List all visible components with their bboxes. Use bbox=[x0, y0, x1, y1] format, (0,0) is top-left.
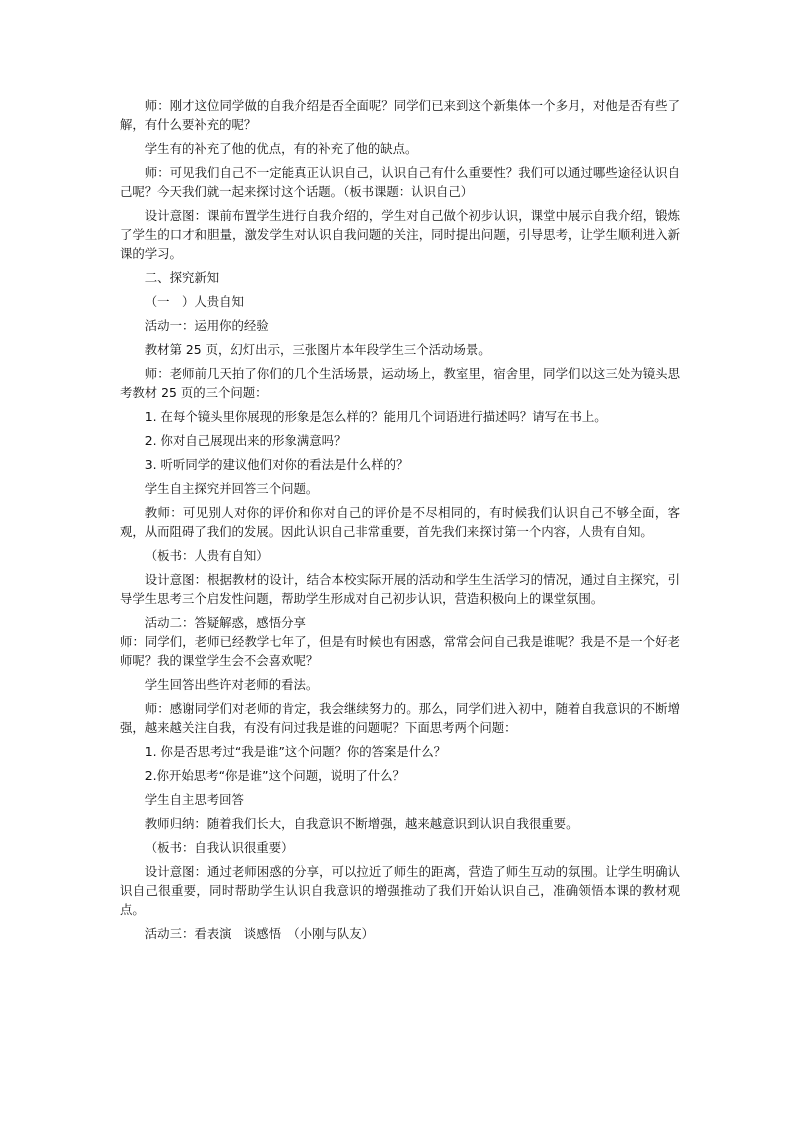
question-4: 1. 你是否思考过“我是谁”这个问题？你的答案是什么？ bbox=[144, 744, 446, 759]
question-1: 1. 在每个镜头里你展现的形象是怎么样的？能用几个词语进行描述吗？请写在书上。 bbox=[144, 409, 607, 424]
paragraph-23: 学生自主思考回答 bbox=[144, 792, 244, 807]
paragraph-13: 学生自主探究并回答三个问题。 bbox=[144, 481, 319, 496]
teacher-summary: 教师归纳：随着我们长大，自我意识不断增强，越来越意识到认识自我很重要。 bbox=[144, 816, 579, 831]
document-page bbox=[120, 96, 680, 948]
design-intent-2: 设计意图：通过老师困惑的分享，可以拉近了师生的距离，营造了师生互动的氛围。让学生明确认识自己很重要，同时帮助学生认识自我意识的增强推动了我们开始认识自己，准确领悟本课的教材观点。 bbox=[120, 864, 680, 917]
paragraph-8: 教材第 25 页，幻灯出示，三张图片本年段学生三个活动场景。 bbox=[144, 342, 491, 357]
subsection-heading-self-knowledge: （一 ）人贵自知 bbox=[144, 294, 244, 309]
section-heading-explore: 二、探究新知 bbox=[144, 270, 220, 285]
paragraph-19: 学生回答出些许对老师的看法。 bbox=[144, 677, 319, 692]
paragraph-3: 师：可见我们自己不一定能真正认识自己，认识自己有什么重要性？我们可以通过哪些途径认识自己呢？今天我们就一起来探讨这个话题。（板书课题：认识自己） bbox=[120, 165, 680, 199]
paragraph-20: 师：感谢同学们对老师的肯定，我会继续努力的。那么，同学们进入初中，随着自我意识的不断增强，越来越关注自我，有没有问过我是谁的问题呢？下面思考两个问题： bbox=[120, 701, 680, 735]
paragraph-14: 教师：可见别人对你的评价和你对自己的评价是不尽相同的，有时候我们认识自己不够全面，客观，从而阻碍了我们的发展。因此认识自己非常重要，首先我们来探讨第一个内容，人贵有自知。 bbox=[120, 505, 680, 539]
paragraph-1: 师：刚才这位同学做的自我介绍是否全面呢？同学们已来到这个新集体一个多月，对他是否有些了解，有什么要补充的呢？ bbox=[120, 98, 680, 132]
board-note-1: （板书：人贵有自知） bbox=[144, 548, 269, 563]
paragraph-18: 师：同学们，老师已经教学七年了，但是有时候也有困惑，常常会问自己我是谁呢？我是不是一个好老师呢？我的课堂学生会不会喜欢呢？ bbox=[120, 634, 680, 668]
board-note-2: （板书：自我认识很重要） bbox=[144, 840, 294, 855]
design-intent-1: 设计意图：根据教材的设计，结合本校实际开展的活动和学生生活学习的情况，通过自主探究，引导学生思考三个启发性问题，帮助学生形成对自己初步认识，营造积极向上的课堂氛围。 bbox=[120, 572, 680, 606]
question-3: 3. 听听同学的建议他们对你的看法是什么样的？ bbox=[144, 457, 409, 472]
question-2: 2. 你对自己展现出来的形象满意吗？ bbox=[144, 433, 347, 448]
activity-two-heading: 活动二：答疑解惑，感悟分享 bbox=[144, 615, 306, 630]
question-5: 2.你开始思考“你是谁”这个问题，说明了什么？ bbox=[144, 768, 405, 783]
paragraph-2: 学生有的补充了他的优点，有的补充了他的缺点。 bbox=[144, 141, 418, 156]
paragraph-4: 设计意图：课前布置学生进行自我介绍的，学生对自己做个初步认识，课堂中展示自我介绍，锻炼了学生的口才和胆量，激发学生对认识自我问题的关注，同时提出问题，引导思考，让学生顺利进入新课的学习。 bbox=[120, 208, 680, 261]
activity-three-heading: 活动三：看表演 谈感悟 （小刚与队友） bbox=[144, 926, 375, 941]
activity-one-heading: 活动一：运用你的经验 bbox=[144, 318, 269, 333]
paragraph-9: 师：老师前几天拍了你们的几个生活场景，运动场上，教室里，宿舍里，同学们以这三处为镜头思考教材 25 页的三个问题： bbox=[120, 366, 680, 400]
